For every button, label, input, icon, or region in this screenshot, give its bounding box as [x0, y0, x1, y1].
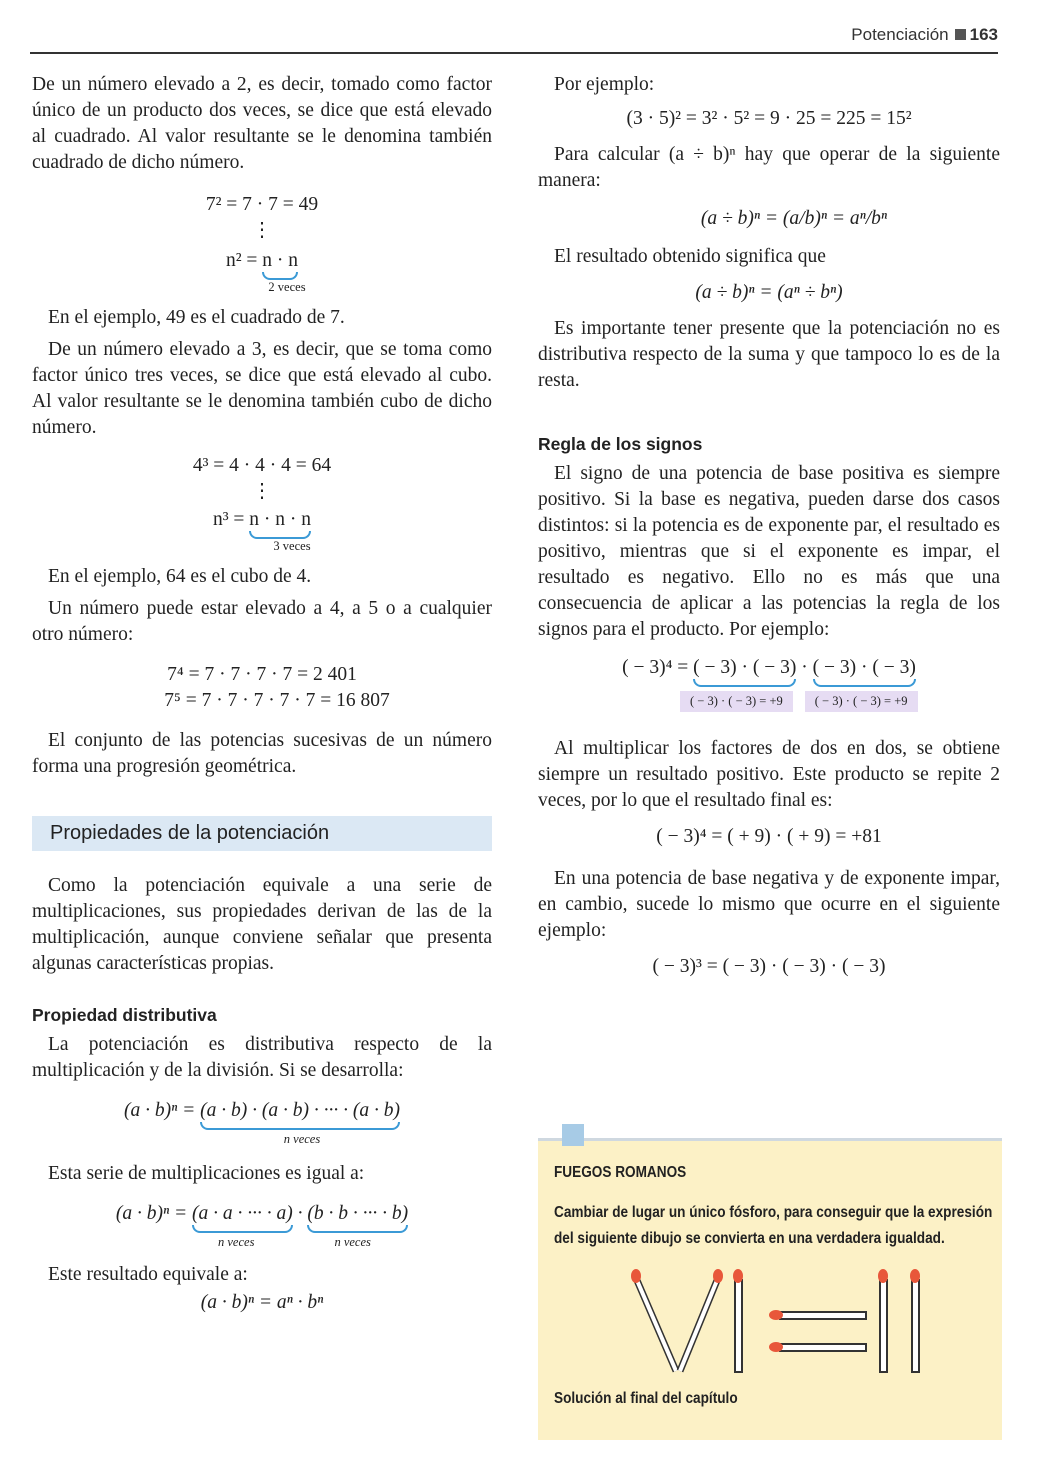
formula-division: (a ÷ b)ⁿ = (a/b)ⁿ = aⁿ/bⁿ [700, 208, 888, 229]
formula-power-4: 7⁴ = 7 · 7 · 7 · 7 = 2 401 [167, 664, 357, 685]
formula-text: 7² = 7 · 7 = 49 [205, 194, 319, 215]
paragraph: En el ejemplo, 64 es el cubo de 4. [48, 566, 312, 587]
page-header [30, 22, 998, 54]
paragraph: El signo de una potencia de base positiva es siempre positivo. Si la base es negativa, pueden darse dos casos distintos: si la potencia es de exponente par, el resultado es positivo, mientras que si el exponente es impar, el resultado es negativo. Ello no es más que una consecuencia de aplicar a las potencias la regla de los signos para el producto. Por ejemplo: [538, 463, 1000, 640]
running-head [851, 25, 998, 45]
paragraph: Como la potenciación equivale a una serie de multiplicaciones, sus propiedades derivan de las de la multiplicación, aunque conviene señalar que presenta algunas características propias. [32, 875, 492, 974]
formula-division-result: (a ÷ b)ⁿ = (aⁿ ÷ bⁿ) [695, 282, 843, 303]
formula-n-square [32, 248, 492, 274]
underbrace: n · n [262, 248, 298, 274]
vertical-dots: ⋮ [252, 220, 272, 241]
box-square-icon [562, 1124, 584, 1146]
underbrace-label: n veces [218, 1235, 255, 1249]
paragraph: De un número elevado a 2, es decir, tomado como factor único de un producto dos veces, se dice que está elevado al cuadrado. Al valor resultante se le denomina también cuadrado de dicho número. [32, 74, 492, 173]
paragraph: En una potencia de base negativa y de exponente impar, en cambio, sucede lo mismo que ocurre en el siguiente ejemplo: [538, 868, 1000, 941]
formula-lhs: n² = [225, 250, 263, 271]
product-pill: ( − 3) · ( − 3) = +9 [680, 691, 793, 712]
paragraph: Al multiplicar los factores de dos en dos, se obtiene siempre un resultado positivo. Este producto se repite 2 veces, por lo que el resultado final es: [538, 738, 1000, 811]
matchstick [631, 1269, 676, 1371]
underbrace: (a · a · ··· · a) [192, 1201, 293, 1227]
section-name: Potenciación [851, 25, 949, 44]
paragraph: Esta serie de multiplicaciones es igual a: [48, 1163, 365, 1184]
underbrace: (b · b · ··· · b) [307, 1201, 408, 1227]
paragraph: Por ejemplo: [554, 74, 655, 95]
formula-signs-odd: ( − 3)³ = ( − 3) · ( − 3) · ( − 3) [652, 956, 886, 977]
formula-lhs: (a · b)ⁿ = [115, 1203, 193, 1224]
formula-n-cube [32, 507, 492, 533]
box-title: FUEGOS ROMANOS [554, 1164, 687, 1181]
formula-lhs: n³ = [212, 509, 250, 530]
formula-dot: · [292, 1203, 308, 1224]
formula-result: (a · b)ⁿ = aⁿ · bⁿ [200, 1292, 324, 1313]
matchstick [680, 1269, 723, 1371]
paragraph: De un número elevado a 3, es decir, que se toma como factor único tres veces, se dice que está elevado al cubo. Al valor resultante se le denomina también cubo de dicho número. [32, 339, 492, 438]
square-bullet-icon [955, 29, 966, 40]
box-solution-note: Solución al final del capítulo [554, 1390, 738, 1407]
puzzle-box [538, 1138, 1002, 1440]
formula-signs-result: ( − 3)⁴ = ( + 9) · ( + 9) = +81 [656, 826, 882, 847]
formula-distributive-1 [32, 1098, 492, 1124]
paragraph: Un número puede estar elevado a 4, a 5 o a cualquier otro número: [32, 598, 492, 645]
formula-signs-even [538, 655, 1000, 681]
paragraph: Para calcular (a ÷ b)ⁿ hay que operar de la siguiente manera: [538, 144, 1000, 191]
box-divider [538, 1138, 1002, 1141]
underbrace: ( − 3) · ( − 3) [813, 655, 916, 681]
box-question: Cambiar de lugar un único fósforo, para conseguir que la expresión del siguiente dibujo se convierta en una verdadera igualdad. [554, 1204, 993, 1247]
left-column [32, 72, 492, 1316]
vertical-dots: ⋮ [252, 481, 272, 502]
right-column [538, 72, 1000, 980]
underbrace: ( − 3) · ( − 3) [693, 655, 796, 681]
matchstick [878, 1269, 888, 1372]
matchstick [910, 1269, 920, 1372]
page-number: 163 [969, 25, 998, 44]
matchstick [733, 1269, 743, 1372]
formula-square [32, 192, 492, 218]
underbrace-label: n veces [334, 1235, 371, 1249]
underbrace-label: 3 veces [273, 539, 311, 553]
formula-power-5: 7⁵ = 7 · 7 · 7 · 7 · 7 = 16 807 [164, 690, 390, 711]
formula-lhs: ( − 3)⁴ = [622, 657, 694, 678]
formula-distributive-2 [32, 1201, 492, 1227]
matchstick-puzzle [618, 1266, 928, 1386]
matchstick [769, 1342, 866, 1352]
pill-row [674, 691, 1000, 712]
matchstick [769, 1310, 866, 1320]
paragraph: El resultado obtenido significa que [554, 246, 826, 267]
paragraph: En el ejemplo, 49 es el cuadrado de 7. [48, 307, 345, 328]
subheading: Regla de los signos [538, 434, 703, 454]
underbrace: (a · b) · (a · b) · ··· · (a · b) [200, 1098, 400, 1124]
underbrace: n · n · n [249, 507, 311, 533]
paragraph: El conjunto de las potencias sucesivas de un número forma una progresión geométrica. [32, 730, 492, 777]
underbrace-labels [32, 1235, 492, 1250]
paragraph: Este resultado equivale a: [48, 1264, 248, 1285]
underbrace-label: n veces [283, 1132, 321, 1146]
formula-lhs: (a · b)ⁿ = [123, 1100, 201, 1121]
paragraph: La potenciación es distributiva respecto de la multiplicación y de la división. Si se desarrolla: [32, 1034, 492, 1081]
underbrace-label: 2 veces [268, 280, 306, 294]
subheading: Propiedad distributiva [32, 1005, 217, 1025]
paragraph: Es importante tener presente que la potenciación no es distributiva respecto de la suma y que tampoco lo es de la resta. [538, 318, 1000, 391]
formula-dot: · [796, 657, 813, 678]
section-heading: Propiedades de la potenciación [32, 816, 492, 851]
formula-example: (3 · 5)² = 3² · 5² = 9 · 25 = 225 = 15² [626, 108, 912, 129]
formula-cube: 4³ = 4 · 4 · 4 = 64 [192, 455, 332, 476]
product-pill: ( − 3) · ( − 3) = +9 [805, 691, 918, 712]
